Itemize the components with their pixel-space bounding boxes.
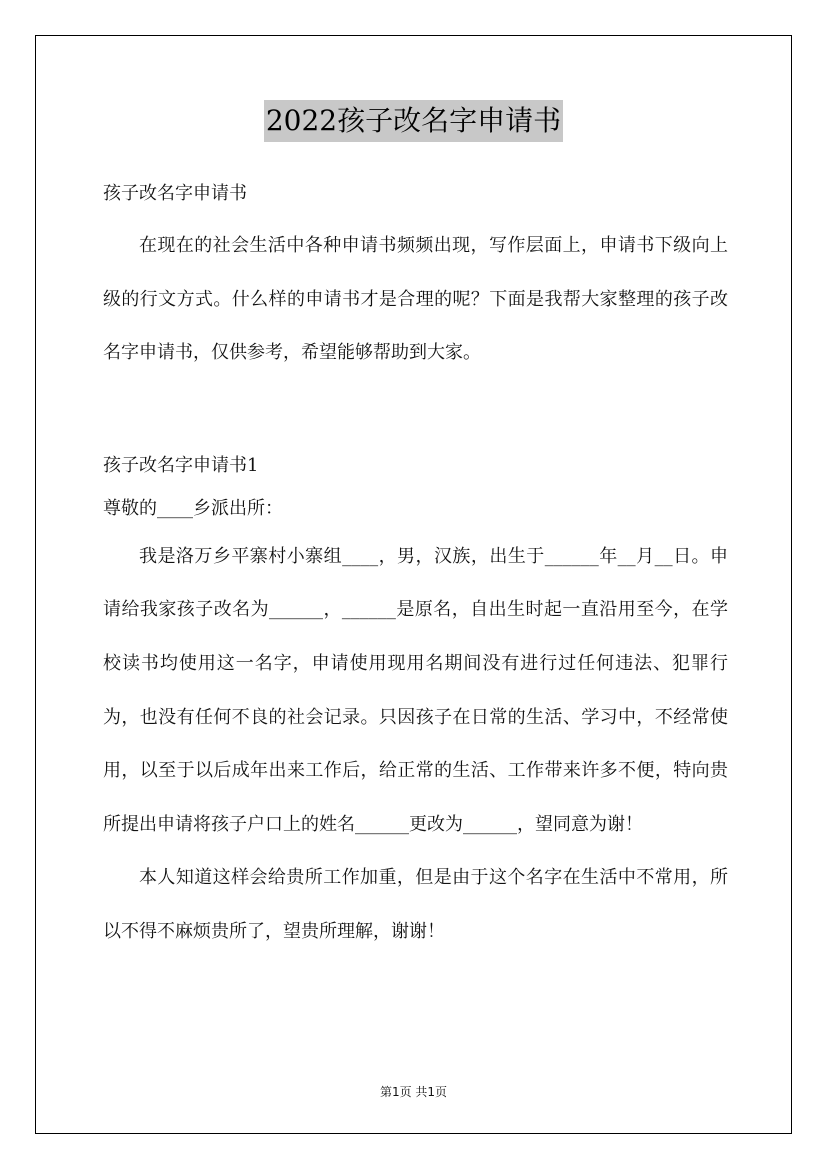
document-body [103, 172, 728, 959]
page-footer: 第1页 共1页 [379, 1085, 448, 1099]
title-container [0, 100, 827, 142]
section-heading: 孩子改名字申请书1 [103, 454, 259, 476]
body-paragraph-2: 本人知道这样会给贵所工作加重，但是由于这个名字在生活中不常用，所以不得不麻烦贵所了，望贵所理解，谢谢！ [103, 867, 728, 942]
body-paragraph-1: 我是洛万乡平寨村小寨组____，男，汉族，出生于______年__月__日。申请给我家孩子改名为______，______是原名，自出生时起一直沿用至今，在学校读书均使用这一名字，申请使用现用名期间没有进行过任何违法、犯罪行为，也没有任何不良的社会记录。只因孩子在日常的生活、学习中，不经常使用，以至于以后成年出来工作后，给正常的生活、工作带来许多不便，特向贵所提出申请将孩子户口上的姓名______更改为______，望同意为谢！ [103, 545, 728, 835]
intro-paragraph: 在现在的社会生活中各种申请书频频出现，写作层面上，申请书下级向上级的行文方式。什么样的申请书才是合理的呢？下面是我帮大家整理的孩子改名字申请书，仅供参考，希望能够帮助到大家。 [103, 235, 728, 364]
subtitle: 孩子改名字申请书 [103, 183, 247, 204]
section-spacer [103, 380, 728, 444]
salutation: 尊敬的____乡派出所： [103, 497, 283, 519]
document-title: 2022孩子改名字申请书 [264, 100, 563, 142]
